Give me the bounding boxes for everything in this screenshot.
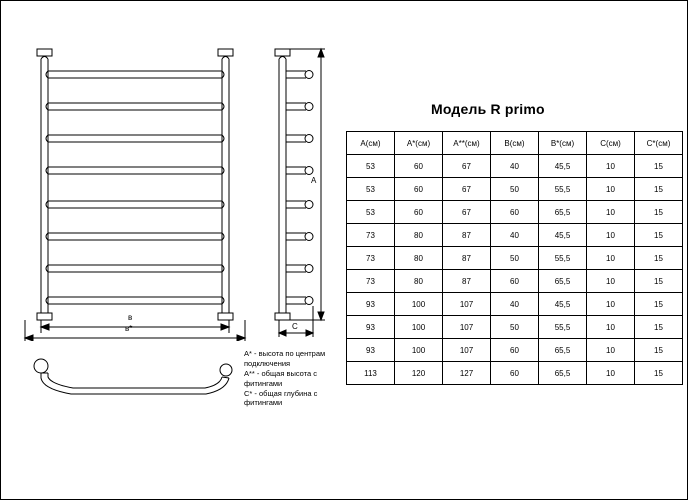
table-header-cell: С*(см) [635,132,683,155]
table-cell: 15 [635,362,683,385]
table-cell: 10 [587,201,635,224]
table-cell: 45,5 [539,224,587,247]
table-cell: 120 [395,362,443,385]
table-cell: 87 [443,224,491,247]
table-cell: 113 [347,362,395,385]
legend-line-3: С* - общая глубина с фитингами [244,388,318,408]
table-cell: 40 [491,155,539,178]
table-cell: 15 [635,316,683,339]
table-row [347,224,683,247]
front-elevation-drawing [15,41,255,341]
table-cell: 60 [395,201,443,224]
table-cell: 60 [491,362,539,385]
table-cell: 15 [635,155,683,178]
table-cell: 15 [635,224,683,247]
table-row [347,155,683,178]
table-row [347,339,683,362]
table-cell: 15 [635,339,683,362]
table-row [347,316,683,339]
table-cell: 40 [491,293,539,316]
table-cell: 10 [587,270,635,293]
table-cell: 67 [443,155,491,178]
table-cell: 100 [395,293,443,316]
table-cell: 100 [395,339,443,362]
table-cell: 60 [395,178,443,201]
table-cell: 15 [635,293,683,316]
table-cell: 10 [587,247,635,270]
table-cell: 10 [587,224,635,247]
curved-rail-detail [21,356,251,406]
table-cell: 10 [587,155,635,178]
table-cell: 80 [395,270,443,293]
table-header-cell: А(см) [347,132,395,155]
table-cell: 55,5 [539,247,587,270]
table-cell: 67 [443,201,491,224]
dimension-label-a: А [311,176,317,185]
table-cell: 15 [635,201,683,224]
table-cell: 73 [347,247,395,270]
table-cell: 50 [491,247,539,270]
table-cell: 10 [587,339,635,362]
table-cell: 10 [587,293,635,316]
table-cell: 15 [635,178,683,201]
table-cell: 73 [347,224,395,247]
table-cell: 10 [587,316,635,339]
table-cell: 80 [395,224,443,247]
table-cell: 93 [347,316,395,339]
table-row [347,270,683,293]
table-cell: 55,5 [539,316,587,339]
dimension-label-b-star: в* [125,324,133,333]
table-row [347,178,683,201]
table-cell: 127 [443,362,491,385]
table-cell: 60 [491,201,539,224]
table-cell: 65,5 [539,339,587,362]
table-cell: 53 [347,201,395,224]
table-cell: 55,5 [539,178,587,201]
table-row [347,247,683,270]
table-header-cell: А**(см) [443,132,491,155]
table-header-cell: С(см) [587,132,635,155]
front-elevation-svg [15,41,255,341]
table-cell: 10 [587,362,635,385]
table-cell: 100 [395,316,443,339]
table-row [347,293,683,316]
table-cell: 87 [443,247,491,270]
table-cell: 67 [443,178,491,201]
table-cell: 107 [443,316,491,339]
table-cell: 60 [395,155,443,178]
table-cell: 45,5 [539,155,587,178]
table-cell: 15 [635,270,683,293]
legend-line-1: А* - высота по центрам подключения [244,349,326,368]
table-cell: 73 [347,270,395,293]
table-cell: 93 [347,293,395,316]
table-cell: 87 [443,270,491,293]
side-elevation-svg [263,41,343,341]
legend-line-2: А** - общая высота с фитингами [244,368,318,388]
table-cell: 45,5 [539,293,587,316]
table-cell: 107 [443,293,491,316]
page-title: Модель R primo [431,101,545,117]
table-header-cell: А*(см) [395,132,443,155]
table-cell: 60 [491,339,539,362]
table-cell: 50 [491,316,539,339]
table-header-cell: В*(см) [539,132,587,155]
table-cell: 93 [347,339,395,362]
spec-table [346,131,683,385]
table-cell: 60 [491,270,539,293]
curved-rail-svg [21,356,251,406]
table-cell: 53 [347,178,395,201]
table-cell: 10 [587,178,635,201]
table-row [347,362,683,385]
table-cell: 65,5 [539,362,587,385]
side-elevation-drawing [263,41,343,341]
table-cell: 80 [395,247,443,270]
table-cell: 107 [443,339,491,362]
table-cell: 65,5 [539,201,587,224]
table-header-row [347,132,683,155]
table-cell: 15 [635,247,683,270]
table-header-cell: В(см) [491,132,539,155]
table-row [347,201,683,224]
table-cell: 53 [347,155,395,178]
table-cell: 65,5 [539,270,587,293]
dimension-label-b: в [128,313,133,322]
dimension-label-c: С [292,322,298,331]
legend [244,349,354,408]
table-cell: 50 [491,178,539,201]
table-cell: 40 [491,224,539,247]
